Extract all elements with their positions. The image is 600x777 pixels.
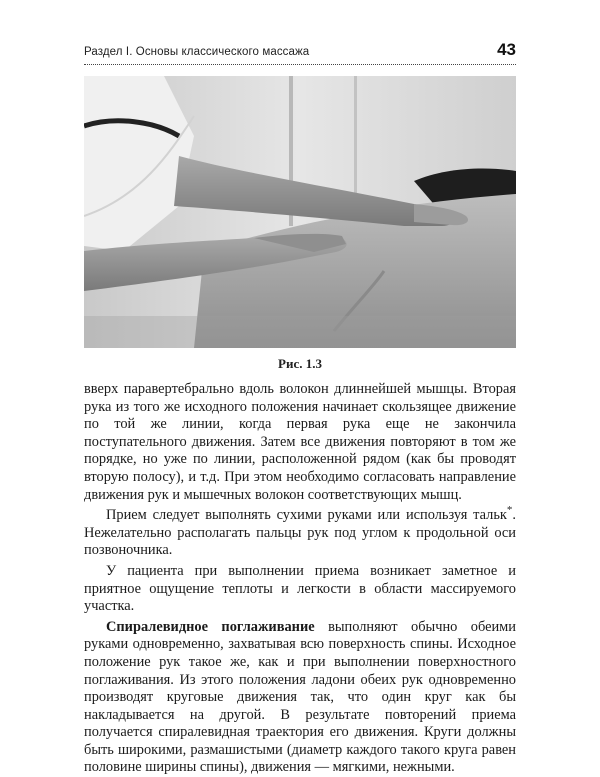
page-number: 43	[497, 40, 516, 59]
paragraph-talc-end: . Нежелательно располагать пальцы рук под углом к продольной оси позвоночника.	[84, 507, 516, 559]
paragraph-talc-start: Прием следует выполнять сухими руками или используя тальк	[106, 507, 507, 524]
section-title: Раздел I. Основы классического массажа	[84, 46, 310, 58]
massage-photo	[84, 76, 516, 348]
body-text	[84, 381, 516, 777]
paragraph-talc	[84, 504, 516, 560]
figure-caption: Рис. 1.3	[278, 356, 322, 371]
header-rule	[84, 64, 516, 65]
footnote-mark: *	[506, 504, 513, 517]
term-spiral-stroking: Спиралевидное поглаживание	[106, 618, 315, 635]
paragraph-continuation: вверх паравертебрально вдоль волокон длиннейшей мышцы. Вторая рука из того же исходного положения начинает скользящее движение по той же линии, когда первая рука еще не закончила поступательного движения. Затем все движения повторяют в том же порядке, но уже по линии, расположенной рядом (как бы проводят вторую полосу), и т.д. При этом необходимо согласовать направление движения рук и мышечных волокон соответствующих мышц.	[84, 381, 516, 503]
paragraph-spiral	[84, 619, 516, 777]
paragraph-sensation: У пациента при выполнении приема возникает заметное и приятное ощущение теплоты и легкости в области массируемого участка.	[84, 562, 516, 615]
running-head	[84, 40, 516, 66]
paragraph-spiral-text: выполняют обычно обеими руками одновременно, захватывая всю поверхность спины. Исходное положение рук такое же, как и при выполнении поверхностного поглаживания. Из этого положения ладони обеих рук одновременно производят круговые движения так, что один круг как бы накладывается на другой. В результате повторений приема получается спиралевидная траектория его движения. Круги должны быть широкими, размашистыми (диаметр каждого такого круга равен половине ширины спины), движения — мягкими, нежными.	[84, 618, 516, 776]
massage-photo-illustration	[84, 76, 516, 348]
